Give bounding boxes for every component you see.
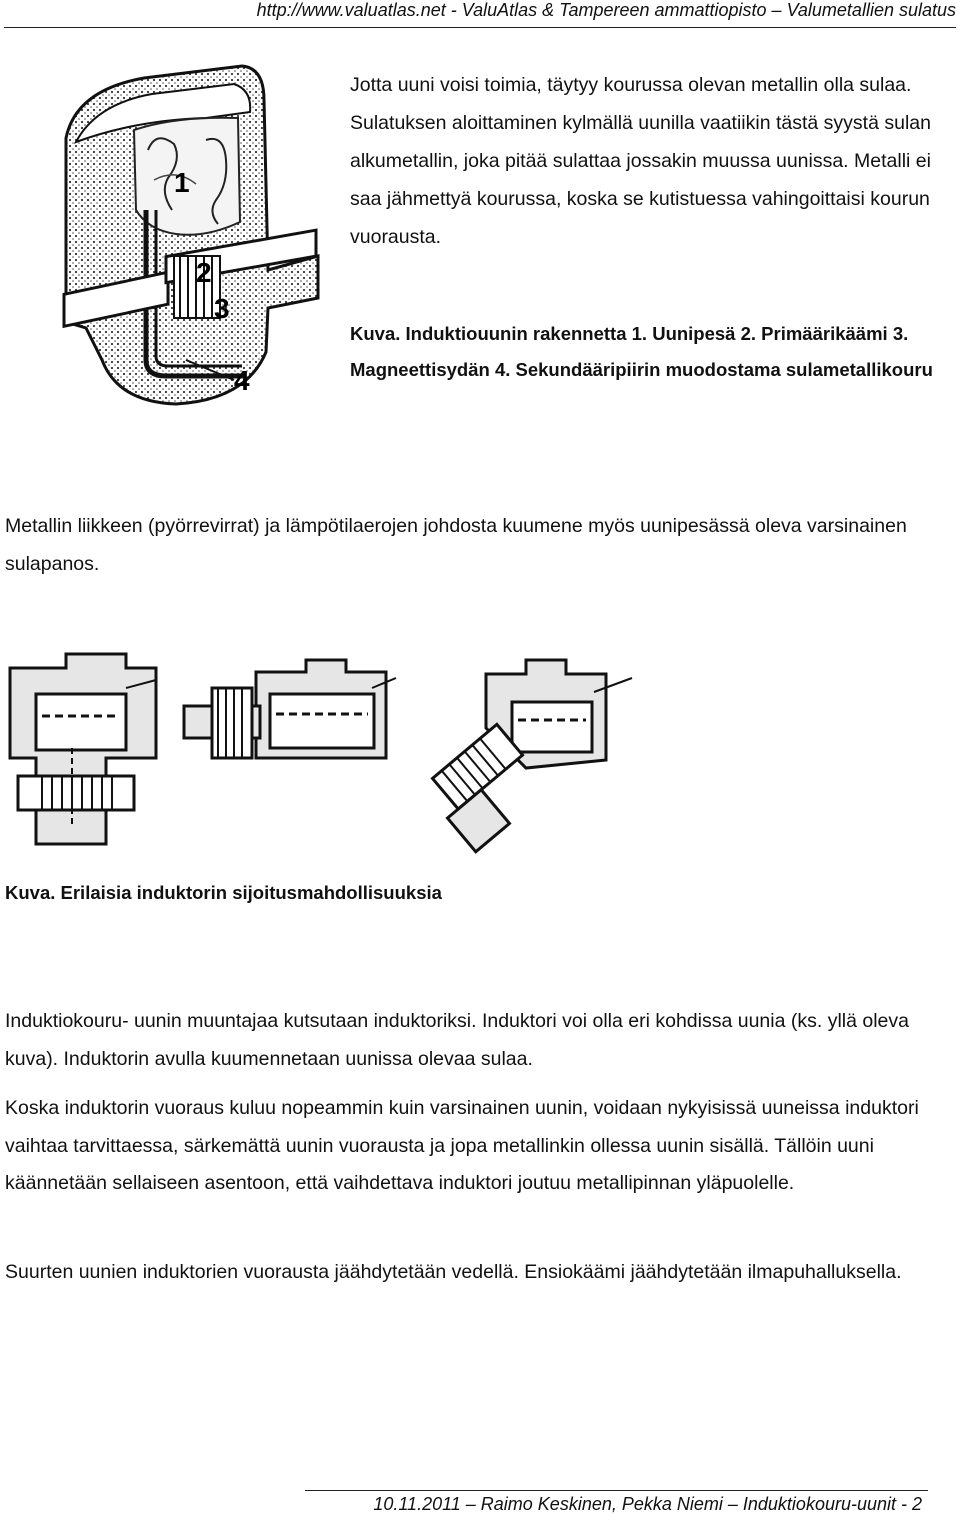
- inductor-variant-side: [184, 660, 396, 758]
- paragraph-eddy-currents: Metallin liikkeen (pyörrevirrat) ja lämpötilaerojen johdosta kuumene myös uunipesässä oleva varsinainen sulapanos.: [5, 515, 907, 575]
- figure2-caption: Kuva. Erilaisia induktorin sijoitusmahdollisuuksia: [5, 882, 442, 903]
- figure1-label-1: 1: [174, 167, 190, 198]
- intro-text: Jotta uuni voisi toimia, täytyy kourussa olevan metallin olla sulaa. Sulatuksen aloittaminen kylmällä uunilla vaatiikin tästä syystä sulan alkumetallin, joka pitää sulattaa jossakin muussa uunissa. Metalli ei saa jähmettyä kourussa, koska se kutistuessa vahingoittaisi kourun vuorausta.: [350, 74, 931, 248]
- header-url: http://www.valuatlas.net - ValuAtlas & Tampereen ammattiopisto – Valumetallien sulatus: [256, 0, 956, 20]
- figure1-caption: Kuva. Induktiouunin rakennetta 1. Uunipesä 2. Primäärikäämi 3. Magneettisydän 4. Sekundääripiirin muodostama sulametallikouru: [350, 323, 933, 380]
- footer-rule: [305, 1490, 928, 1491]
- induction-furnace-figure: [56, 60, 332, 416]
- figure1-label-3: 3: [214, 293, 230, 324]
- figure1-label-4: 4: [234, 365, 250, 396]
- paragraph-inductor-replacement: Koska induktorin vuoraus kuluu nopeammin kuin varsinainen uunin, voidaan nykyisissä uuneissa induktori vaihtaa tarvittaessa, särkemättä uunin vuorausta ja jopa metallinkin ollessa uunin sisällä. Tällöin uuni käännetään sellaiseen asentoon, että vaihdettava induktori joutuu metallipinnan yläpuolelle.: [5, 1097, 919, 1194]
- header-rule: [4, 27, 956, 28]
- footer-text: 10.11.2011 – Raimo Keskinen, Pekka Niemi – Induktiokouru-uunit - 2: [373, 1494, 922, 1514]
- paragraph-cooling: Suurten uunien induktorien vuorausta jäähdytetään vedellä. Ensiokäämi jäähdytetään ilmapuhalluksella.: [5, 1261, 902, 1283]
- inductor-variant-bottom: [10, 654, 156, 844]
- inductor-variant-angled: [422, 660, 632, 852]
- figure1-label-2: 2: [196, 257, 212, 288]
- paragraph-inductor-intro: Induktiokouru- uunin muuntajaa kutsutaan induktoriksi. Induktori voi olla eri kohdissa uunia (ks. yllä oleva kuva). Induktorin avulla kuumennetaan uunissa olevaa sulaa.: [5, 1010, 909, 1070]
- inductor-placement-figure: [6, 648, 646, 860]
